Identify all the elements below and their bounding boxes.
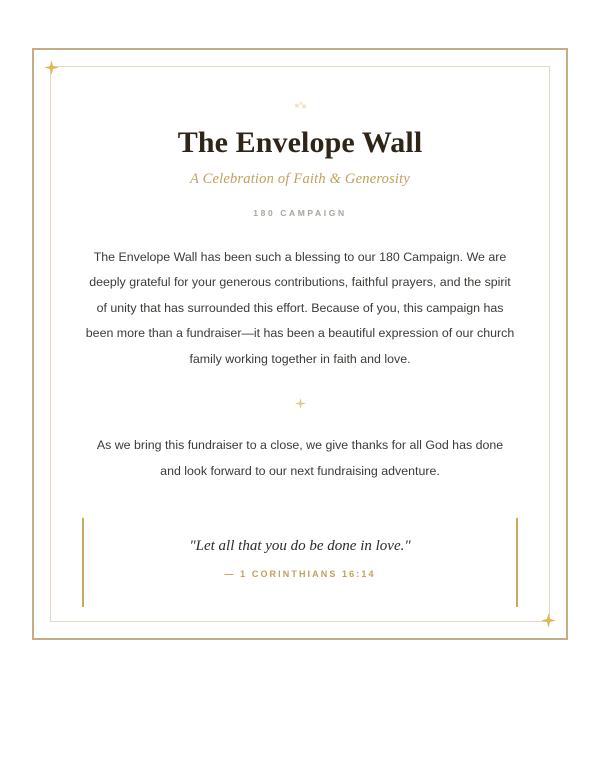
quote-rule-left <box>82 518 84 607</box>
scripture-quote-text: "Let all that you do be done in love." <box>189 537 411 554</box>
body-paragraph-1: The Envelope Wall has been such a blessing to our 180 Campaign. We are deeply grateful for your generous contributions, faithful prayers, and the spirit of unity that has surrounded this effort. Because of you, this campaign has been more than a fundraiser—it has been a beautiful expression of our church family working together in faith and love. <box>85 249 515 366</box>
body-paragraph-1-container <box>84 245 516 372</box>
certificate-card-inner-frame <box>50 66 550 622</box>
scripture-quote-citation: — 1 CORINTHIANS 16:14 <box>224 569 376 580</box>
page-subtitle: A Celebration of Faith & Generosity <box>189 170 411 187</box>
body-paragraph-2: As we bring this fundraiser to a close, we give thanks for all God has done and look forward to our next fundraising adventure. <box>96 438 504 478</box>
scripture-quote-block <box>82 514 518 606</box>
body-paragraph-2-container <box>90 433 510 484</box>
top-mark-ornament-icon <box>295 101 306 110</box>
certificate-card-outer-frame <box>32 48 568 640</box>
campaign-label: 180 CAMPAIGN <box>253 207 347 218</box>
quote-rule-right <box>516 518 518 607</box>
page-title: The Envelope Wall <box>177 126 423 159</box>
section-divider-star-icon <box>295 398 306 409</box>
certificate-content <box>51 67 549 621</box>
